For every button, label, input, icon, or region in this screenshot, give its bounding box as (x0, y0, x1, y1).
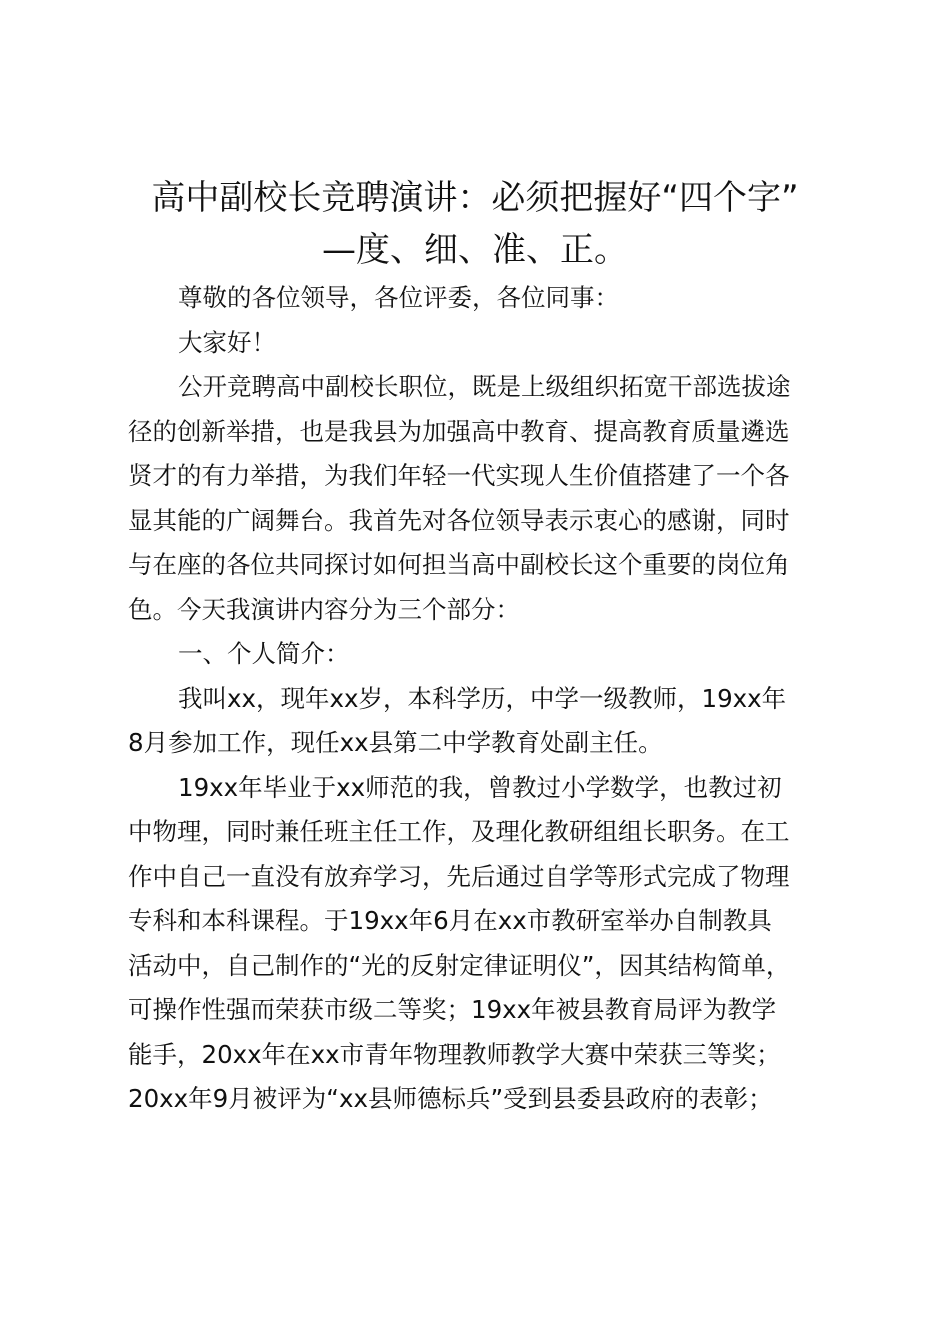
body-text-line: 能手，20xx年在xx市青年物理教师教学大赛中荣获三等奖； (128, 1039, 781, 1069)
body-text-line: 19xx年毕业于xx师范的我，曾教过小学数学，也教过初 (178, 772, 782, 802)
body-text-line: 可操作性强而荣获市级二等奖；19xx年被县教育局评为教学 (128, 995, 777, 1024)
document-title-line-2: —度、细、准、正。 (322, 230, 628, 270)
body-text-line: 作中自己一直没有放弃学习，先后通过自学等形式完成了物理 (128, 861, 790, 891)
body-text-line: 一、个人简介： (178, 639, 350, 668)
body-text-line: 中物理，同时兼任班主任工作，及理化教研组组长职务。在工 (128, 817, 790, 846)
body-text-line: 尊敬的各位领导，各位评委，各位同事： (178, 283, 619, 312)
body-text-line: 与在座的各位共同探讨如何担当高中副校长这个重要的岗位角 (128, 550, 790, 579)
body-text-line: 20xx年9月被评为“xx县师德标兵”受到县委县政府的表彰； (128, 1084, 773, 1113)
document-title-line-1: 高中副校长竞聘演讲：必须把握好“四个字” (151, 178, 799, 218)
body-text-line: 我叫xx，现年xx岁，本科学历，中学一级教师，19xx年 (178, 683, 787, 713)
body-text-line: 色。今天我演讲内容分为三个部分： (128, 594, 520, 624)
body-text-line: 径的创新举措，也是我县为加强高中教育、提高教育质量遴选 (128, 416, 790, 446)
body-text-line: 8月参加工作，现任xx县第二中学教育处副主任。 (128, 728, 663, 757)
body-text-line: 活动中，自己制作的“光的反射定律证明仪”，因其结构简单， (128, 950, 791, 980)
body-text-line: 公开竞聘高中副校长职位，既是上级组织拓宽干部选拔途 (178, 372, 791, 401)
body-text-line: 贤才的有力举措，为我们年轻一代实现人生价值搭建了一个各 (128, 461, 790, 490)
body-text-line: 专科和本科课程。于19xx年6月在xx市教研室举办自制教具 (128, 906, 772, 935)
body-text-line: 显其能的广阔舞台。我首先对各位领导表示衷心的感谢，同时 (128, 505, 790, 535)
document-body (128, 276, 848, 1122)
body-text-line: 大家好！ (178, 327, 276, 357)
